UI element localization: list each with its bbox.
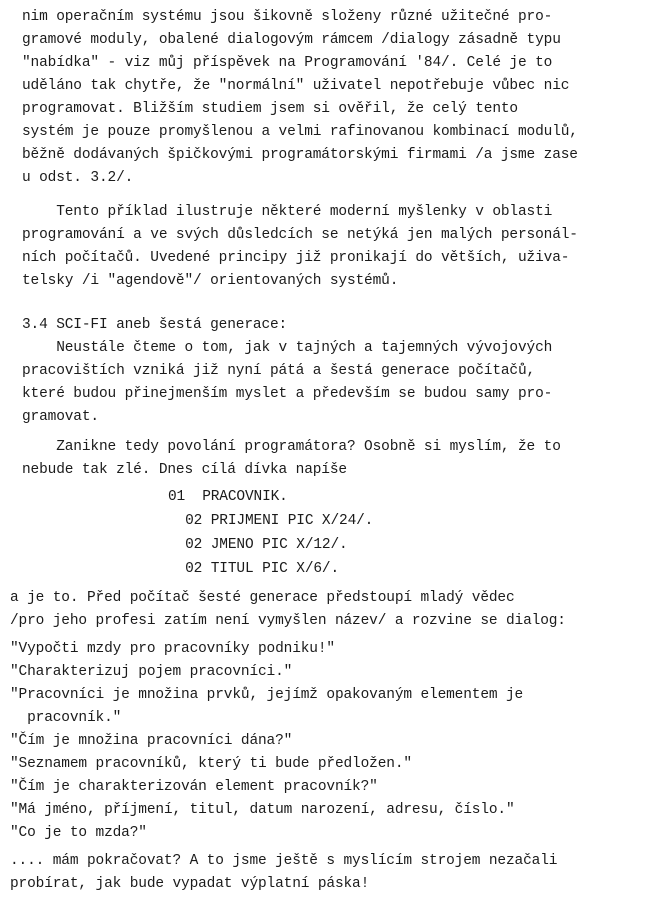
text-line: ních počítačů. Uvedené principy již pronikají do větších, uživa- — [22, 250, 570, 266]
code-line: 01 PRACOVNIK. — [168, 489, 288, 505]
text-line: nim operačním systému jsou šikovně složeny různé užitečné pro- — [22, 9, 553, 25]
dialog-line: "Čím je charakterizován element pracovník?" — [10, 779, 378, 795]
text-line: .... mám pokračovat? A to jsme ještě s myslícím strojem nezačali — [10, 853, 558, 869]
text-line: "nabídka" - viz můj příspěvek na Programování '84/. Celé je to — [22, 55, 553, 71]
text-line: probírat, jak bude vypadat výplatní páska! — [10, 876, 370, 892]
text-line: pracovištích vzniká již nyní pátá a šestá generace počítačů, — [22, 363, 536, 379]
dialog-line: "Charakterizuj pojem pracovníci." — [10, 664, 293, 680]
text-line: u odst. 3.2/. — [22, 170, 134, 186]
text-line: které budou přinejmenším myslet a především se budou samy pro- — [22, 386, 553, 402]
text-line: nebude tak zlé. Dnes cílá dívka napíše — [22, 462, 347, 478]
text-line: gramové moduly, obalené dialogovým rámcem /dialogy zásadně typu — [22, 32, 561, 48]
text-line: Tento příklad ilustruje některé moderní myšlenky v oblasti — [22, 204, 553, 220]
text-line: běžně dodávaných špičkovými programátorskými firmami /a jsme zase — [22, 147, 578, 163]
text-line: systém je pouze promyšlenou a velmi rafinovanou kombinací modulů, — [22, 124, 578, 140]
dialog-line: "Seznamem pracovníků, který ti bude předložen." — [10, 756, 412, 772]
text-line: uděláno tak chytře, že "normální" uživatel nepotřebuje vůbec nic — [22, 78, 570, 94]
dialog-line: "Co je to mzda?" — [10, 825, 147, 841]
text-line: Neustále čteme o tom, jak v tajných a tajemných vývojových — [22, 340, 553, 356]
text-line: a je to. Před počítač šesté generace předstoupí mladý vědec — [10, 590, 515, 606]
text-line: /pro jeho profesi zatím není vymyšlen název/ a rozvine se dialog: — [10, 613, 566, 629]
section-heading: 3.4 SCI-FI aneb šestá generace: — [22, 317, 288, 333]
text-line: programování a ve svých důsledcích se netýká jen malých personál- — [22, 227, 578, 243]
dialog-line: pracovník." — [10, 710, 122, 726]
dialog-line: "Vypočti mzdy pro pracovníky podniku!" — [10, 641, 335, 657]
dialog-line: "Má jméno, příjmení, titul, datum narození, adresu, číslo." — [10, 802, 515, 818]
dialog-line: "Pracovníci je množina prvků, jejímž opakovaným elementem je — [10, 687, 524, 703]
code-line: 02 PRIJMENI PIC X/24/. — [168, 513, 374, 529]
dialog-line: "Čím je množina pracovníci dána?" — [10, 733, 293, 749]
text-line: gramovat. — [22, 409, 99, 425]
text-line: programovat. Bližším studiem jsem si ověřil, že celý tento — [22, 101, 518, 117]
text-line: telsky /i "agendově"/ orientovaných systémů. — [22, 273, 399, 289]
code-line: 02 JMENO PIC X/12/. — [168, 537, 348, 553]
code-line: 02 TITUL PIC X/6/. — [168, 561, 340, 577]
text-line: Zanikne tedy povolání programátora? Osobně si myslím, že to — [22, 439, 561, 455]
